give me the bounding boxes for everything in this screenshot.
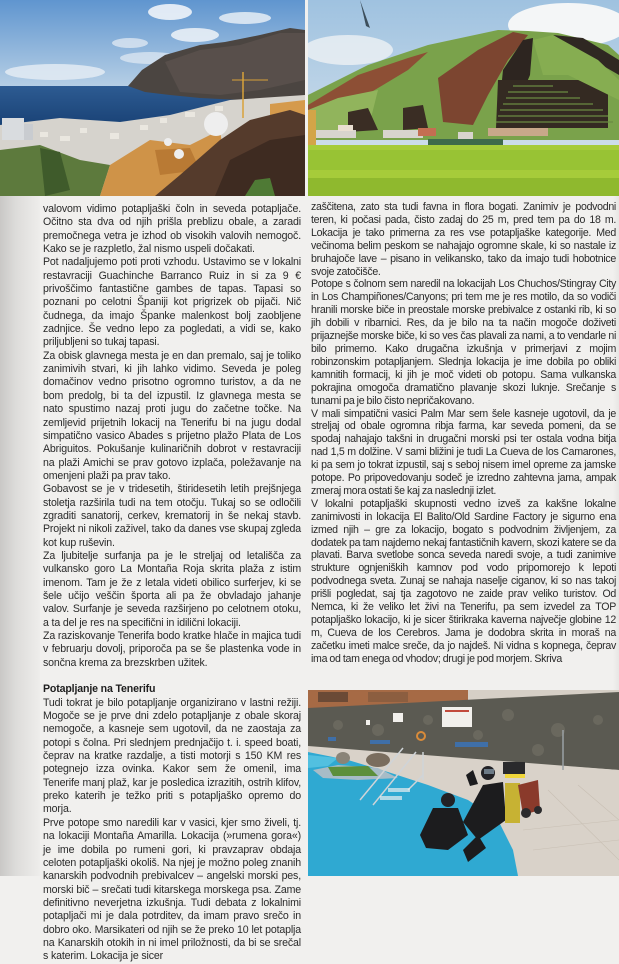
paragraph: Za ljubitelje surfanja pa je le streljaj od letališča za vulkansko goro La Montaña Roja skrita plaža z istim imenom. Tam je že z letala videti obilico surferjev, ki se šele učijo veščin športa ali pa že obvladajo jahanje valov. Surfanje je seveda razširjeno po celotnem otoku, a ta del je res na specifični in idilični lokaciji. <box>43 549 301 629</box>
section-heading: Potapljanje na Tenerifu <box>43 683 156 696</box>
volcano-illustration <box>308 0 619 196</box>
paragraph: valovom vidimo potapljaški čoln in seveda potapljače. Očitno sta dva od njih prišla preblizu obale, a zaradi premočnega vetra je izhod ob visokih valovih nemogoč. Kako se je razpletlo, žal nismo uspeli dočakati. <box>43 203 301 256</box>
paragraph: Potope s čolnom sem naredil na lokacijah Los Chuchos/Stingray City in Los Champiñones/Canyons; pri tem me je res motilo, da so vodiči hranili morske biče in preostale morske prebivalce z ostanki rib, ki so jih dobili v ribarnici. Res, da je bilo na ta način mogoče doživeti prijaznejše morske biče, ki so ves čas plavali za nami, a to vendarle ni bilo primerno. Kako drugačna izkušnja v primerjavi z mojim robinzonskim potapljanjem. Slednja lokacija je ime dobila po obliki kamnitih formacij, ki jih je moč videti ob potopu. Sama vulkanska pokrajina omogoča dramatično plavanje skozi luknje. Srečanje s tunami pa je bilo čisto nepričakovano. <box>311 278 616 407</box>
page-gutter-shadow <box>0 196 40 876</box>
paragraph: zaščitena, zato sta tudi favna in flora bogati. Zanimiv je podvodni teren, ki počasi pada, čisto zadaj do 25 m, pred tem pa do 18 m. Lokacija je tako primerna za res vse potapljaške kategorije. Med večinoma belim peskom se nahajajo ogromne skale, ki so nastale iz bruhajoče lave – pisano in velikansko, tako da imajo tudi hobotnice svoje zatočišče. <box>311 201 616 278</box>
paragraph: V lokalni potapljaški skupnosti vedno izveš za kakšne lokalne zanimivosti in lokacija El Balito/Old Sardine Factory je sigurno ena izmed njih – gre za lokacijo, bogato s podvodnim življenjem, za dodatek pa tam najdemo nekaj fantastičnih kavern, skozi katere se da plavati. Barva svetlobe sonca seveda naredi svoje, a tudi zanimive strukture ognjeniških kamnov pod vodo pripomorejo k lepoti podvodnega sveta. Zunaj se nahaja naselje ciganov, ki so nas takoj prišli pogledat, saj tja zagotovo ne zaide prav veliko turistov. Od Nemca, ki že veliko let živi na Tenerifu, pa sem izvedel za TOP potapljaško lokacijo, ki je sicer štirikraka kaverna največje globine 12 m, Cueva de los Cerebros. Jama je dodobra skrita in moraš na začetku imeti malce sreče, da jo najdeš. Ni vidna s kopnega, čeprav ima od tam enega od vhodov; drugi je pod morjem. Skriva <box>311 497 616 665</box>
paragraph: V mali simpatični vasici Palm Mar sem šele kasneje ugotovil, da je streljaj od obale ogromna ribja farma, kar seveda pomeni, da se spodaj nahajajo takšni in drugačni morski psi ter ostala vodna bitja nad 1,5 m dolžine. V sami bližini je tudi La Cueva de los Camarones, ki pa sem jo tokrat izpustil, saj s seboj nisem imel opreme za jamske potope. Po pripovedovanju sodeč je izredno zahtevna jama, ampak zmeraj mora ostati še kaj za naslednji izlet. <box>311 407 616 497</box>
paragraph: Gobavost se je v tridesetih, štiridesetih letih prejšnjega stoletja razširila tudi na tem otočju. Tukaj so se odločili zgraditi sanatorij, cerkev, krematorij in še nekaj stavb. Projekt ni nikoli zaživel, tako da danes vse skupaj zgleda kot kup ruševin. <box>43 483 301 549</box>
paragraph: Za obisk glavnega mesta je en dan premalo, saj je toliko zanimivih stvari, ki jih lahko vidimo. Seveda je poleg domačinov vedno prisotno ogromno turistov, a da ne bom predolg, bi ta del izpustil. Iz glavnega mesta se nato spustimo nazaj proti jugu do začetne točke. Na zemljevid prijetnih lokacij na Tenerifu bi na jugu dodal simpatično vasico Abades s prijetno plažo Plata de Los Abriguitos. Pokušanje kulinaričnih dobrot v restavraciji na plaži Amichi se prav gotovo izplača, poležavanje na omenjeni plaži pa prav tako. <box>43 349 301 482</box>
cliffs-illustration <box>0 0 305 196</box>
paragraph: Za raziskovanje Tenerifa bodo kratke hlače in majica tudi v februarju dovolj, priporoča pa se še plastenka vode in sončna krema za brezskrben užitek. <box>43 630 301 669</box>
article-column-left <box>43 203 301 964</box>
paragraph: Prve potope smo naredili kar v vasici, kjer smo živeli, tj. na lokaciji Montaña Amarilla. Lokacija (»rumena gora«) je ime dobila po rumeni gori, ki pravzaprav obdaja celoten potapljaški okoliš. Na njej je možno poleg znanih kanarskih podvodnih prebivalcev – angelski morski pes, morski bič – srečati tudi kitarskega morskega psa. Zame definitivno neverjetna izkušnja. Tudi debata z lokalnimi potapljači mi je dala potrditev, da imam pravo srečo in dobro oko. Marsikateri od njih se že preko 10 let potaplja na Kanarskih otokih in ni imel priložnosti, da bi se srečal s katerim. Lokacija je sicer <box>43 816 301 963</box>
photo-divers-in-pool <box>308 690 619 876</box>
pool-illustration <box>308 690 619 876</box>
article-column-right <box>311 201 616 666</box>
paragraph: Pot nadaljujemo poti proti vzhodu. Ustavimo se v lokalni restavraciji Guachinche Barranco Ruiz in si za 9 € privoščimo fantastične gambes de tapas. Tapasi so poznani po celotni Španiji kot prigrizek ob pijači. Nič čudnega, da imajo Španke malenkost bolj zaobljene zadnjice. Še vedno lepo za pogledati, a vidi se, kako priljubljeni so tukaj tapasi. <box>43 256 301 349</box>
photo-los-gigantes-cliffs <box>0 0 305 196</box>
photo-terraced-volcano <box>308 0 619 196</box>
paragraph: Tudi tokrat je bilo potapljanje organizirano v lastni režiji. Mogoče se je prve dni zdelo potapljanje z obale skoraj nemogoče, a kasneje sem ugotovil, da ne zaostaja za potopi s čolna. Pri slednjem prednjačijo t. i. speed boati, čeprav na kratke razdalje, a tisti motorji s 150 KM res potegnejo izza ovinka. Kakor sem že omenil, ima Tenerife manj plaž, kar je posledica izrazitih, ostrih klifov, preko katerih je težko priti s potapljaško opremo do morja. <box>43 696 301 816</box>
